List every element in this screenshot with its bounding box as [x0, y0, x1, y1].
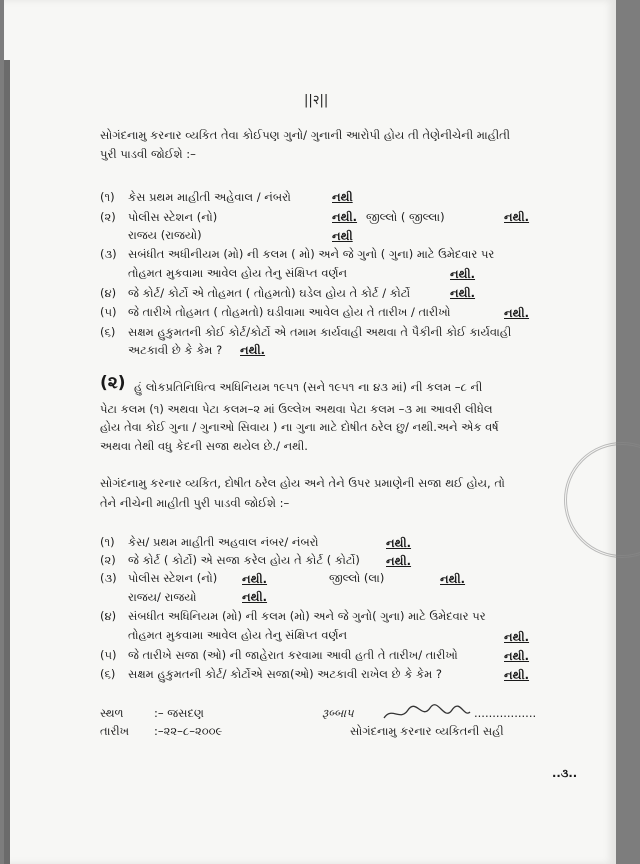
s3-item5-val: નથી.	[504, 649, 530, 663]
s3-item4b-text: તોહમત મુકવામા આવેલ હોય તેનુ સંક્ષિપ્ત વર્ણન	[128, 628, 348, 642]
intro2-line-1: સોગંદનામુ કરનાર વ્યકિત, દોષીત ઠરેલ હોય અને તેને ઉપર પ્રમાણેની સજા થઈ હોય, તો	[100, 476, 505, 490]
s1-item3b-text: તોહમત મુકવામા આવેલ હોય તેનુ સંક્ષિપ્ત વર્ણન	[128, 266, 348, 280]
s3-item4-text: સંબધીત અધિનિયમ (મો) ની કલમ (મો) અને જે ગુનો( ગુના) માટે ઉમેદવાર પર	[128, 609, 486, 623]
s3-item4-no: (૪)	[100, 609, 117, 623]
s3-item3b-val: નથી.	[242, 590, 268, 604]
s3-item5-text: જે તારીખે સજા (ઓ) ની જાહેરાત કરવામા આવી હતી તે તારીખ/ તારીખો	[128, 648, 458, 662]
date-label: તારીખ	[100, 724, 130, 738]
s1-item2b-text: રાજય (રાજયો)	[128, 228, 202, 242]
s3-item2-text: જે કોર્ટ ( કોર્ટો) એ સજા કરેલ હોય તે કોર્ટ ( કોર્ટો)	[128, 553, 360, 567]
s1-item5-no: (૫)	[100, 305, 117, 319]
s3-item2-val: નથી.	[386, 554, 412, 568]
page-marker: ||२||	[304, 93, 329, 108]
s3-item2-no: (૨)	[100, 553, 116, 567]
signature-prefix: રૂબ્બાપ	[322, 706, 354, 720]
s3-item1-text: કેસ/ પ્રથમ માહીતી અહવાલ નંબર/ નંબરો	[128, 535, 319, 549]
s3-item1-no: (૧)	[100, 535, 115, 549]
s1-item6-text: સક્ષમ હુકુમતની કોઈ કોર્ટ/કોર્ટો એ તમામ કાર્યવાહી અથવા તે પૈકીની કોઈ કાર્યવાહી	[128, 325, 512, 339]
s3-item3-val2: નથી.	[440, 572, 466, 586]
s3-item6-val: નથી.	[504, 668, 530, 682]
intro-line-1: સોગંદનામુ કરનાર વ્યકિત તેવા કોઈપણ ગુનો/ ગુનાની આરોપી હોય તી તેણેનીચેની માહીતી	[100, 128, 511, 142]
s3-item5-no: (૫)	[100, 648, 117, 662]
s1-item1-val: નથી	[332, 190, 353, 204]
official-stamp	[564, 442, 640, 558]
s1-item2-text2: જીલ્લો ( જીલ્લા)	[366, 210, 445, 224]
s1-item4-val: નથી.	[450, 286, 476, 300]
s1-item6b-val: નથી.	[240, 343, 266, 357]
s1-item5-val: નથી.	[504, 306, 530, 320]
s1-item2-val: નથી.	[332, 210, 358, 224]
place-value: :– જસદણ	[154, 706, 204, 720]
signature-caption: સોગંદનામુ કરનાર વ્યકિતની સહી	[350, 724, 504, 738]
s3-item6-no: (૬)	[100, 667, 116, 681]
s3-item3-val: નથી.	[242, 572, 268, 586]
s1-item3-text: સબંધીત અધીનીયમ (મો) ની કલમ ( મો) અને જે ગુનો ( ગુના) માટે ઉમેદવાર પર	[128, 247, 495, 261]
s1-item6b-text: અટકાવી છે કે કેમ ?	[128, 343, 223, 357]
section2-number: (૨)	[100, 373, 126, 393]
s1-item1-text: કેસ પ્રથમ માહીતી અહેવાલ / નંબરો	[128, 190, 291, 204]
intro-line-2: પુરી પાડવી જોઈશે :–	[100, 147, 196, 161]
s3-item3b-text: રાજય/ રાજયો	[128, 590, 197, 604]
page-shadow-edge	[4, 60, 10, 864]
section2-line-3: હોય તેવા કોઈ ગુના / ગુનાઓ સિવાય ) ના ગુના માટે દોષીત ઠરેલ છુ/ નથી.અને એક વર્ષ	[100, 420, 499, 434]
s3-item3-no: (૩)	[100, 571, 117, 585]
section2-line-1: હું લોકપ્રતિનિધિત્વ અધિનિયમ ૧૯૫૧ (સને ૧૯૫૧ ના ૪૩ માં) ની કલમ –૮ ની	[134, 380, 483, 394]
s3-item3-text2: જીલ્લો (લા)	[329, 571, 385, 585]
s3-item1-val: નથી.	[386, 536, 412, 550]
s1-item2-no: (૨)	[100, 210, 116, 224]
s1-item3-no: (૩)	[100, 247, 117, 261]
s1-item2-text: પોલીસ સ્ટેશન (નો)	[128, 210, 218, 224]
document-page	[4, 0, 616, 864]
signature-scribble	[382, 704, 472, 724]
s1-item2-val2: નથી.	[504, 210, 530, 224]
s1-item1-no: (૧)	[100, 190, 115, 204]
signature-dots: .................	[474, 706, 537, 720]
date-value: :–૨૨–૮–૨૦૦૯	[154, 724, 223, 738]
s3-item6-text: સક્ષમ હુકુમતની કોર્ટ/ કોર્ટોએ સજા(ઓ) અટકાવી રાખેલ છે કે કેમ ?	[128, 667, 442, 681]
place-label: સ્થળ	[100, 706, 124, 720]
s1-item4-no: (૪)	[100, 286, 117, 300]
section2-line-4: અથવા તેથી વધુ કેદની સજા થયેલ છે./ નથી.	[100, 439, 308, 453]
s3-item4b-val: નથી.	[504, 630, 530, 644]
s3-item3-text: પોલીસ સ્ટેશન (નો)	[128, 571, 218, 585]
s1-item5-text: જે તારીખે તોહમત ( તોહમતો) ઘડીવામા આવેલ હોય તે તારીખ / તારીખો	[128, 305, 451, 319]
s1-item2b-val: નથી	[332, 229, 353, 243]
s1-item3b-val: નથી.	[450, 267, 476, 281]
section2-line-2: પેટા કલમ (૧) અથવા પેટા કલમ–૨ માં ઉલ્લેખ અથવા પેટા કલમ –૩ મા આવરી લીધેલ	[100, 402, 493, 416]
s1-item4-text: જે કોર્ટ/ કોર્ટો એ તોહમત ( તોહમતો) ઘડેલ હોય તે કોર્ટ / કોર્ટો	[128, 286, 411, 300]
s1-item6-no: (૬)	[100, 325, 116, 339]
continued-marker: ..૩..	[552, 766, 578, 780]
intro2-line-2: તેને નીચેની માહીતી પુરી પાડવી જોઈશે :–	[100, 496, 290, 510]
